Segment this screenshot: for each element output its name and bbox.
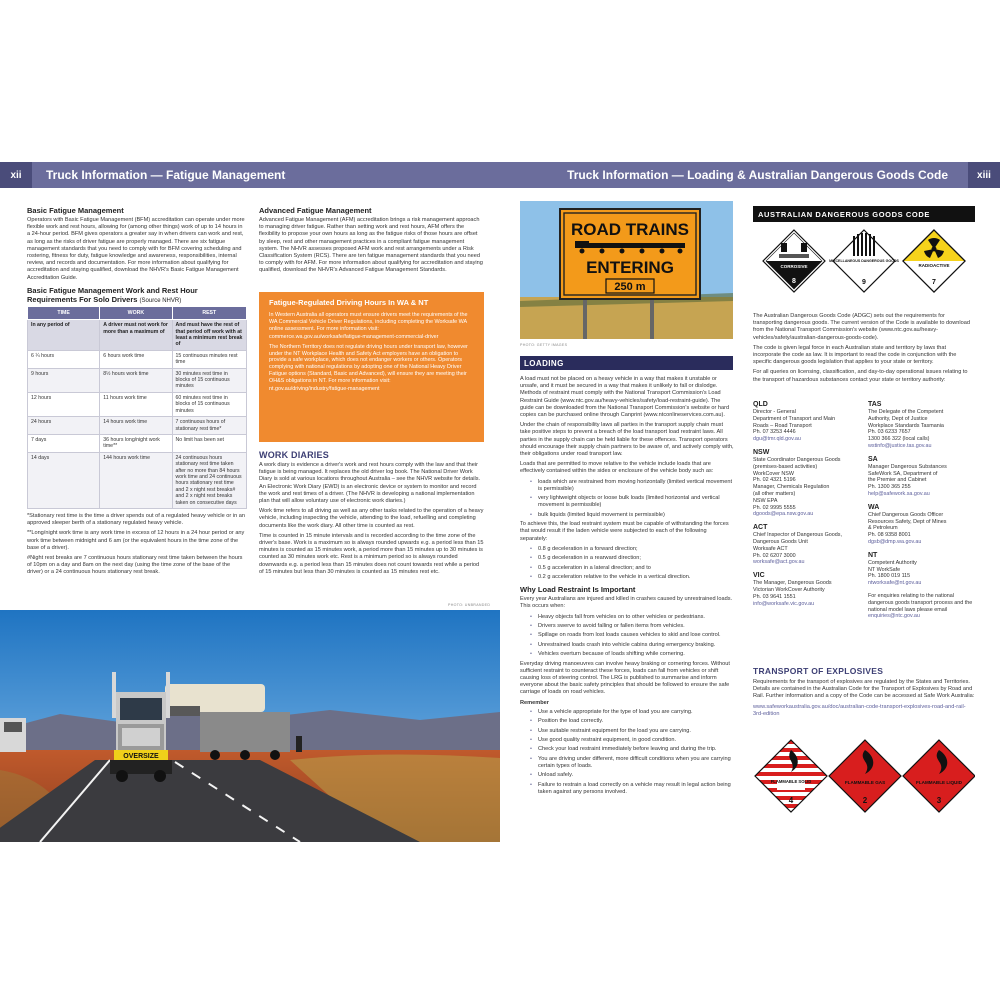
footnote: *Stationary rest time is the time a driver spends out of a regulated heavy vehicle or in an approved sleeper berth of a stationary regulated heavy vehicle. — [27, 512, 245, 527]
table-cell: 7 days — [28, 434, 100, 452]
authority-act — [753, 524, 863, 566]
list-item: • You are driving under different, more difficult conditions when you are carrying certain types of loads. — [530, 756, 734, 770]
radioactive-class: 7 — [932, 279, 936, 286]
list-item: • Vehicles overturn because of loads shifting while cornering. — [530, 651, 734, 658]
table-row — [28, 392, 247, 416]
authority-line: Department of Transport and Main — [753, 415, 836, 422]
list-item: • Use a vehicle appropriate for the type of load you are carrying. — [530, 709, 734, 716]
list-item: • Heavy objects fall from vehicles on to other vehicles or pedestrians. — [530, 614, 734, 621]
table-cell: 24 hours — [28, 417, 100, 435]
left-header-title: Truck Information — Fatigue Management — [46, 168, 286, 182]
table-subheader-cell: And must have the rest of that period off work with at least a minimum rest break of — [172, 320, 246, 351]
loading-paragraph: Loads that are permitted to move relative to the vehicle include loads that are effectively contained within the sides or enclosure of the vehicle body such as: — [520, 461, 714, 475]
callout-link-nt[interactable]: nt.gov.au/driving/industry/fatigue-management — [269, 386, 380, 393]
list-item: • Failure to restrain a load correctly on a vehicle may result in legal action being taken against any persons involved. — [530, 782, 734, 796]
road-train-illustration — [0, 610, 500, 842]
authority-line: Ph. 02 6207 3000 — [753, 552, 796, 559]
table-cell: 6 hours work time — [100, 350, 172, 368]
authority-state: NSW — [753, 448, 770, 456]
radioactive-label: RADIOACTIVE — [918, 263, 950, 268]
loading-paragraph: To achieve this, the load restraint system must be capable of withstanding the forces that would result if the laden vehicle were subjected to each of the following separately: — [520, 521, 729, 542]
left-page — [0, 162, 500, 842]
loading-list-1 — [520, 479, 734, 519]
authority-line: (premises-based activities) — [753, 463, 818, 470]
authority-line: Director - General — [753, 409, 796, 415]
authority-line: Victorian WorkCover Authority — [753, 586, 825, 593]
loading-heading: LOADING — [520, 356, 733, 370]
svg-text:MISCELLANEOUS DANGEROUS GOODS — [829, 259, 899, 263]
list-item: • Use good quality restraint equipment, in good condition. — [530, 737, 734, 744]
authority-line: Ph. 1300 365 255 — [868, 484, 911, 491]
why-heading: Why Load Restraint Is Important — [520, 585, 636, 595]
table-row — [28, 417, 247, 435]
table-row — [28, 368, 247, 392]
authority-nt — [868, 552, 978, 587]
remember-heading: Remember — [520, 699, 549, 706]
list-item: • Unrestrained loads crash into vehicle cabins during emergency braking. — [530, 642, 734, 649]
table-cell: 30 minutes rest time in blocks of 15 continuous minutes — [172, 368, 246, 392]
loading-list-2 — [520, 546, 734, 581]
list-item: • Check your load restraint immediately before leaving and during the trip. — [530, 746, 734, 753]
flammable-solid-class: 4 — [788, 796, 794, 805]
photo-credit-sign: PHOTO: GETTY IMAGES — [520, 343, 568, 347]
enquiries-text: For enquiries relating to the national dangerous goods transport process and the national model laws please email — [868, 592, 973, 613]
hazard-diamonds-top — [753, 228, 975, 294]
flammable-liquid-diamond-icon — [903, 740, 975, 812]
fatigue-table — [27, 306, 247, 509]
table-cell: 11 hours work time — [100, 392, 172, 416]
work-diaries-paragraph: Work time refers to all driving as well as any other tasks related to the operation of a heavy vehicle, including inspecting the vehicle, attending to the load, refuelling and completing documents like the work diary. All other time is counted as rest. — [259, 508, 484, 529]
authorities-left — [753, 401, 863, 613]
list-item: • 0.2 g acceleration relative to the vehicle in a vertical direction. — [530, 574, 734, 581]
table-cell: 8½ hours work time — [100, 368, 172, 392]
authority-email-link[interactable]: dgu@tmr.qld.gov.au — [753, 436, 801, 443]
why-paragraph: Everyday driving manoeuvres can involve heavy braking or cornering forces. Without sufficient restraint to counteract these forces, loads can fall from vehicles or shift causing loss of steering control. The LRG is published to summarise and inform everyone about the basic safety principles that should be followed to ensure the safe carriage of loads on road vehicles. — [520, 660, 730, 696]
miscellaneous-diamond-icon — [829, 230, 899, 292]
table-subheader-cell: A driver must not work for more than a maximum of — [100, 320, 172, 351]
flammable-solid-label: FLAMMABLE SOLID — [770, 779, 812, 784]
table-cell: 7 continuous hours of stationary rest time* — [172, 417, 246, 435]
work-diaries-section — [259, 446, 484, 579]
radioactive-diamond-icon — [903, 230, 965, 292]
afm-heading: Advanced Fatigue Management — [259, 206, 372, 215]
callout-title: Fatigue-Regulated Driving Hours In WA & NT — [269, 298, 429, 307]
flammable-solid-diamond-icon — [755, 740, 827, 812]
table-row — [28, 434, 247, 452]
table-cell: 6 ¼ hours — [28, 350, 100, 368]
loading-paragraph: A load must not be placed on a heavy vehicle in a way that makes it unstable or unsafe, and it must be secured in a way that makes it unlikely to fall or dislodge. Methods of restraint must comply with the National Transport Commission's Load Restraint Guide (www.ntc.gov.au/heavy-vehicles/safety/load-restraint-guide). The guide can be downloaded from the National Transport Commission's website or hard copies can be purchased online through Canprint (www.ntconlineservices.com.au). — [520, 376, 730, 419]
authority-line: Ph. 02 4321 5196 — [753, 477, 796, 484]
list-item: • 0.5 g acceleration in a lateral direction; and to — [530, 565, 734, 572]
list-item: • Use suitable restraint equipment for the load you are carrying. — [530, 728, 734, 735]
remember-list — [520, 709, 734, 796]
authority-line: & Petroleum — [868, 525, 898, 532]
authority-line: the Premier and Cabinet — [868, 477, 927, 484]
bfm-heading: Basic Fatigue Management — [27, 206, 124, 215]
authority-line: Worksafe ACT — [753, 545, 788, 552]
authority-line: Ph. 08 9358 8001 — [868, 532, 911, 539]
authorities-right — [868, 401, 978, 626]
list-item: • Drivers swerve to avoid falling or fallen items from vehicles. — [530, 623, 734, 630]
explosives-section — [753, 666, 975, 721]
table-cell: 36 hours long/night work time** — [100, 434, 172, 452]
afm-body: Advanced Fatigue Management (AFM) accreditation brings a risk management approach to managing driver fatigue. Rather than setting work and rest hours, AFM offers the flexibility to propose your own hours as long as the fatigue risks of those hours are offset by sleep, rest and other management practices in a compliant fatigue management system. The NHVR assesses proposed AFM work and rest arrangements under a Risk Classification System (RCS). There are ten fatigue management standards that you need to comply with for AFM. For more information about qualifying for accreditation and staying qualified, download the NHVR's Advanced Fatigue Management Standards. — [259, 217, 483, 274]
corrosive-class: 8 — [792, 278, 796, 285]
table-subheader-cell: In any period of — [28, 320, 100, 351]
footnote: **Long/night work time is any work time in excess of 12 hours in a 24 hour period or any work time between midnight and 6 am (or the equivalent hours in the time zone of the base of a driver). — [27, 530, 245, 551]
table-row — [28, 350, 247, 368]
work-diaries-paragraph: Time is counted in 15 minute intervals and is recorded according to the time zone of the driver's base. Work is a maximum so is always rounded upwards e.g. a period less than 15 minutes is counted as 15 minutes work, a period more than 15 minutes up to 30 minutes is counted as 30 minutes work etc. Rest is a minimum period so is always rounded downwards e.g. a period less than 15 minutes does not count towards rest while a period of 15 minutes but less than 30 minutes is counted as 15 minutes rest etc. — [259, 532, 484, 575]
road-train-photo — [0, 610, 500, 842]
list-item: • bulk liquids (limited liquid movement is permissible) — [530, 512, 734, 519]
left-column-2 — [259, 206, 484, 278]
left-column-1 — [27, 206, 247, 580]
authority-line: WorkCover NSW — [753, 470, 794, 477]
authority-nsw — [753, 449, 863, 518]
misc-label: MISCELLANEOUS DANGEROUS GOODS — [829, 259, 899, 263]
authority-line: 1300 366 322 (local calls) — [868, 436, 930, 443]
why-paragraph: Every year Australians are injured and killed in crashes caused by unrestrained loads. This occurs when: — [520, 596, 733, 610]
explosives-heading: TRANSPORT OF EXPLOSIVES — [753, 666, 884, 676]
authority-email-link[interactable]: help@safework.sa.gov.au — [868, 490, 930, 497]
table-source: (Source NHVR) — [139, 297, 182, 304]
authority-email-link[interactable]: info@worksafe.vic.gov.au — [753, 600, 815, 607]
adg-paragraph: For all queries on licensing, classification, and day-to-day operational issues relating to the transport of hazardous substances contact your state or territory authority: — [753, 369, 968, 383]
road-trains-sign-photo — [520, 201, 733, 339]
table-cell: 24 continuous hours stationary rest time taken after no more than 84 hours work time and 24 continuous hours stationary rest time and 2 x night rest breaks# and 2 x night rest breaks taken on consecutive days — [172, 452, 246, 508]
flammable-liquid-label: FLAMMABLE LIQUID — [916, 780, 962, 785]
authority-line: Authority, Dept of Justice — [868, 415, 928, 422]
authority-line: The Delegate of the Competent — [868, 409, 944, 415]
table-cell: 9 hours — [28, 368, 100, 392]
flammable-liquid-class: 3 — [936, 796, 942, 805]
authority-line: NT WorkSafe — [868, 566, 901, 573]
authority-state: ACT — [753, 524, 768, 532]
authority-line: NSW EPA — [753, 497, 778, 504]
authority-line: Dangerous Goods Unit — [753, 538, 808, 545]
explosives-paragraph: Requirements for the transport of explosives are regulated by the States and Territories. Details are contained in the Australian Code for the Transport of Explosives by Road and Rail. Further information and a copy of the Code can be accessed at Safe Work Australia: — [753, 679, 975, 700]
sign-line-3: 250 m — [614, 281, 646, 293]
loading-section — [520, 376, 734, 798]
authority-qld — [753, 401, 863, 443]
left-page-number: xii — [0, 162, 32, 188]
authority-state: QLD — [753, 401, 768, 408]
table-cell: 144 hours work time — [100, 452, 172, 508]
sign-line-1: ROAD TRAINS — [570, 220, 690, 239]
enquiries-email-link[interactable]: enquiries@ntc.gov.au — [868, 613, 920, 620]
authority-line: Ph. 1800 019 115 — [868, 573, 911, 580]
table-cell: 14 days — [28, 452, 100, 508]
authority-line: Chief Inspector of Dangerous Goods, — [753, 532, 842, 539]
misc-class: 9 — [862, 279, 866, 286]
authority-vic — [753, 572, 863, 607]
authority-line: Ph. 02 9995 5555 — [753, 504, 796, 511]
adg-heading: AUSTRALIAN DANGEROUS GOODS CODE — [753, 206, 975, 222]
table-cell: 12 hours — [28, 392, 100, 416]
authority-line: Ph. 03 9641 1551 — [753, 593, 796, 600]
right-header-title: Truck Information — Loading & Australian Dangerous Goods Code — [567, 168, 948, 182]
table-header-time: TIME — [28, 306, 100, 319]
work-diaries-heading: WORK DIARIES — [259, 450, 329, 460]
road-trains-sign-illustration — [520, 201, 733, 339]
authority-email-link[interactable]: dgsb@dmp.wa.gov.au — [868, 538, 922, 545]
left-header-bar — [0, 162, 500, 188]
authority-line: Competent Authority — [868, 559, 917, 566]
flammable-gas-diamond-icon — [829, 740, 901, 812]
authority-line: Chief Dangerous Goods Officer — [868, 511, 944, 518]
callout-paragraph: In Western Australia all operators must ensure drivers meet the requirements of the WA Commercial Vehicle Driver Regulations, including completing the Worksafe WA online assessment. For more information visit: — [269, 312, 468, 332]
authority-line: Ph. 03 6233 7657 — [868, 429, 911, 436]
authority-line: State Coordinator Dangerous Goods — [753, 456, 841, 463]
table-cell: No limit has been set — [172, 434, 246, 452]
authority-email-link[interactable]: worksafe@act.gov.au — [753, 559, 805, 566]
bfm-body: Operators with Basic Fatigue Management (BFM) accreditation can operate under more flexible work and rest hours, allowing for (among other things) work of up to 14 hours in a 24-hour period. BFM gives operators a greater say in when drivers can work and rest, as long as the risks of driver fatigue are properly managed. There are six fatigue management standards that you need to comply with for BFM covering scheduling and rostering, fitness for duty, fatigue knowledge and awareness, responsibilities, internal review, and records and documentation. For more information about qualifying for accreditation and staying qualified, download the NHVR's Basic Fatigue Management Accreditation Guide. — [27, 217, 245, 281]
footnote: #Night rest breaks are 7 continuous hours stationary rest time taken between the hours of 10pm on a day and 8am on the next day (using the time zone of the base of the driver) or a 24 continuous hours stationary rest break. — [27, 555, 243, 576]
table-row — [28, 452, 247, 508]
list-item: • very lightweight objects or loose bulk loads (limited horizontal and vertical movement is permissible) — [530, 495, 734, 509]
authority-line: Ph. 07 3253 4446 — [753, 429, 796, 436]
list-item: • Spillage on roads from lost loads causes vehicles to skid and lose control. — [530, 632, 734, 639]
authority-line: SafeWork SA, Department of — [868, 470, 938, 477]
adg-section — [753, 313, 975, 387]
national-enquiries — [868, 593, 978, 620]
flammable-gas-class: 2 — [862, 796, 868, 805]
table-heading-text: Basic Fatigue Management Work and Rest Hour Requirements For Solo Drivers — [27, 285, 198, 304]
authority-line: Manager, Chemicals Regulation — [753, 484, 830, 491]
list-item: • Position the load correctly. — [530, 718, 734, 725]
table-cell: 14 hours work time — [100, 417, 172, 435]
photo-credit-truck: PHOTO: UNBRANDED — [448, 603, 491, 607]
authority-email-link[interactable]: wstinfo@justice.tas.gov.au — [868, 442, 932, 449]
authority-sa — [868, 456, 978, 498]
authority-line: Roads – Road Transport — [753, 422, 812, 429]
authority-line: Workplace Standards Tasmania — [868, 422, 944, 429]
list-item: • 0.5 g deceleration in a rearward direction; — [530, 555, 734, 562]
table-cell: 15 continuous minutes rest time — [172, 350, 246, 368]
authority-line: Resources Safety, Dept of Mines — [868, 518, 947, 525]
authority-line: Manager Dangerous Substances — [868, 463, 947, 470]
oversize-sign: OVERSIZE — [123, 753, 159, 760]
authority-line: (all other matters) — [753, 490, 796, 497]
why-list — [520, 614, 734, 659]
authority-state: VIC — [753, 572, 765, 580]
wa-nt-callout — [259, 292, 484, 442]
right-page-number: xiii — [968, 162, 1000, 188]
list-item: • Unload safely. — [530, 772, 734, 779]
authority-state: WA — [868, 503, 880, 511]
footnotes — [27, 513, 247, 577]
authority-line: The Manager, Dangerous Goods — [753, 580, 832, 587]
loading-paragraph: Under the chain of responsibility laws all parties in the transport supply chain must take positive steps to prevent a breach of the load transport load restraint laws. All parties in the supply chain can be held liable for these offences. Transport operators should encourage their supply chain partners to be aware of, and actively comply with, their obligations under road transport law. — [520, 422, 734, 458]
adg-paragraph: The code is given legal force in each Australian state and territory by laws that incorporate the code as law. It is important to read the code in conjunction with the specific dangerous goods legislation that applies to your state or territory. — [753, 344, 957, 366]
table-heading — [27, 286, 247, 304]
authority-email-link[interactable]: ntworksafe@nt.gov.au — [868, 580, 922, 587]
adg-paragraph: The Australian Dangerous Goods Code (ADGC) sets out the requirements for transporting dangerous goods. The current version of the Code is available to download from the National Transport Commission's website (www.ntc.gov.au/heavy-vehicles/safety/australian-dangerous-goods-code). — [753, 313, 970, 341]
hazard-diamonds-bottom — [753, 738, 975, 816]
sign-line-2: ENTERING — [586, 258, 674, 277]
explosives-link[interactable]: www.safeworkaustralia.gov.au/doc/australian-code-transport-explosives-road-and-rail-3rd-edition — [753, 703, 966, 717]
list-item: • loads which are restrained from moving horizontally (limited vertical movement is permissible) — [530, 479, 734, 493]
callout-paragraph: The Northern Territory does not regulate driving hours under transport law, however under the NT Workplace Health and Safety Act employers have an obligation to provide a safe workplace, which does not endanger workers or others. Operators complying with national regulations by adopting one of the National Heavy Driver Fatigue options (Standard, Basic and Advanced), will ensure they are meeting their OH&S obligations in NT. For more information visit: — [269, 343, 468, 385]
list-item: • 0.8 g deceleration in a forward direction; — [530, 546, 734, 553]
authority-email-link[interactable]: dgoods@epa.nsw.gov.au — [753, 511, 814, 518]
corrosive-diamond-icon — [763, 230, 825, 292]
table-header-work: WORK — [100, 306, 172, 319]
authority-tas — [868, 401, 978, 450]
authority-wa — [868, 504, 978, 546]
work-diaries-paragraph: A work diary is evidence a driver's work and rest hours comply with the law and that their fatigue is being managed. It replaces the old driver log book. The National Driver Work Diary is sold at various locations throughout Australia – see the NHVR website for details. An Electronic Work Diary (EWD) is an electronic device or system to monitor and record the work and rest times of a driver. (The NHVR is developing a national implementation plan that will allow voluntary use of electronic work diaries.) — [259, 462, 481, 505]
authority-state: NT — [868, 551, 878, 559]
table-cell: 60 minutes rest time in blocks of 15 continuous minutes — [172, 392, 246, 416]
authority-state: SA — [868, 455, 878, 463]
corrosive-label: CORROSIVE — [780, 264, 808, 269]
flammable-gas-label: FLAMMABLE GAS — [844, 780, 886, 785]
authority-state: TAS — [868, 401, 882, 408]
table-header-rest: REST — [172, 306, 246, 319]
right-header-bar — [500, 162, 1000, 188]
callout-link-wa[interactable]: commerce.wa.gov.au/worksafe/fatigue-management-commercial-driver — [269, 333, 439, 340]
